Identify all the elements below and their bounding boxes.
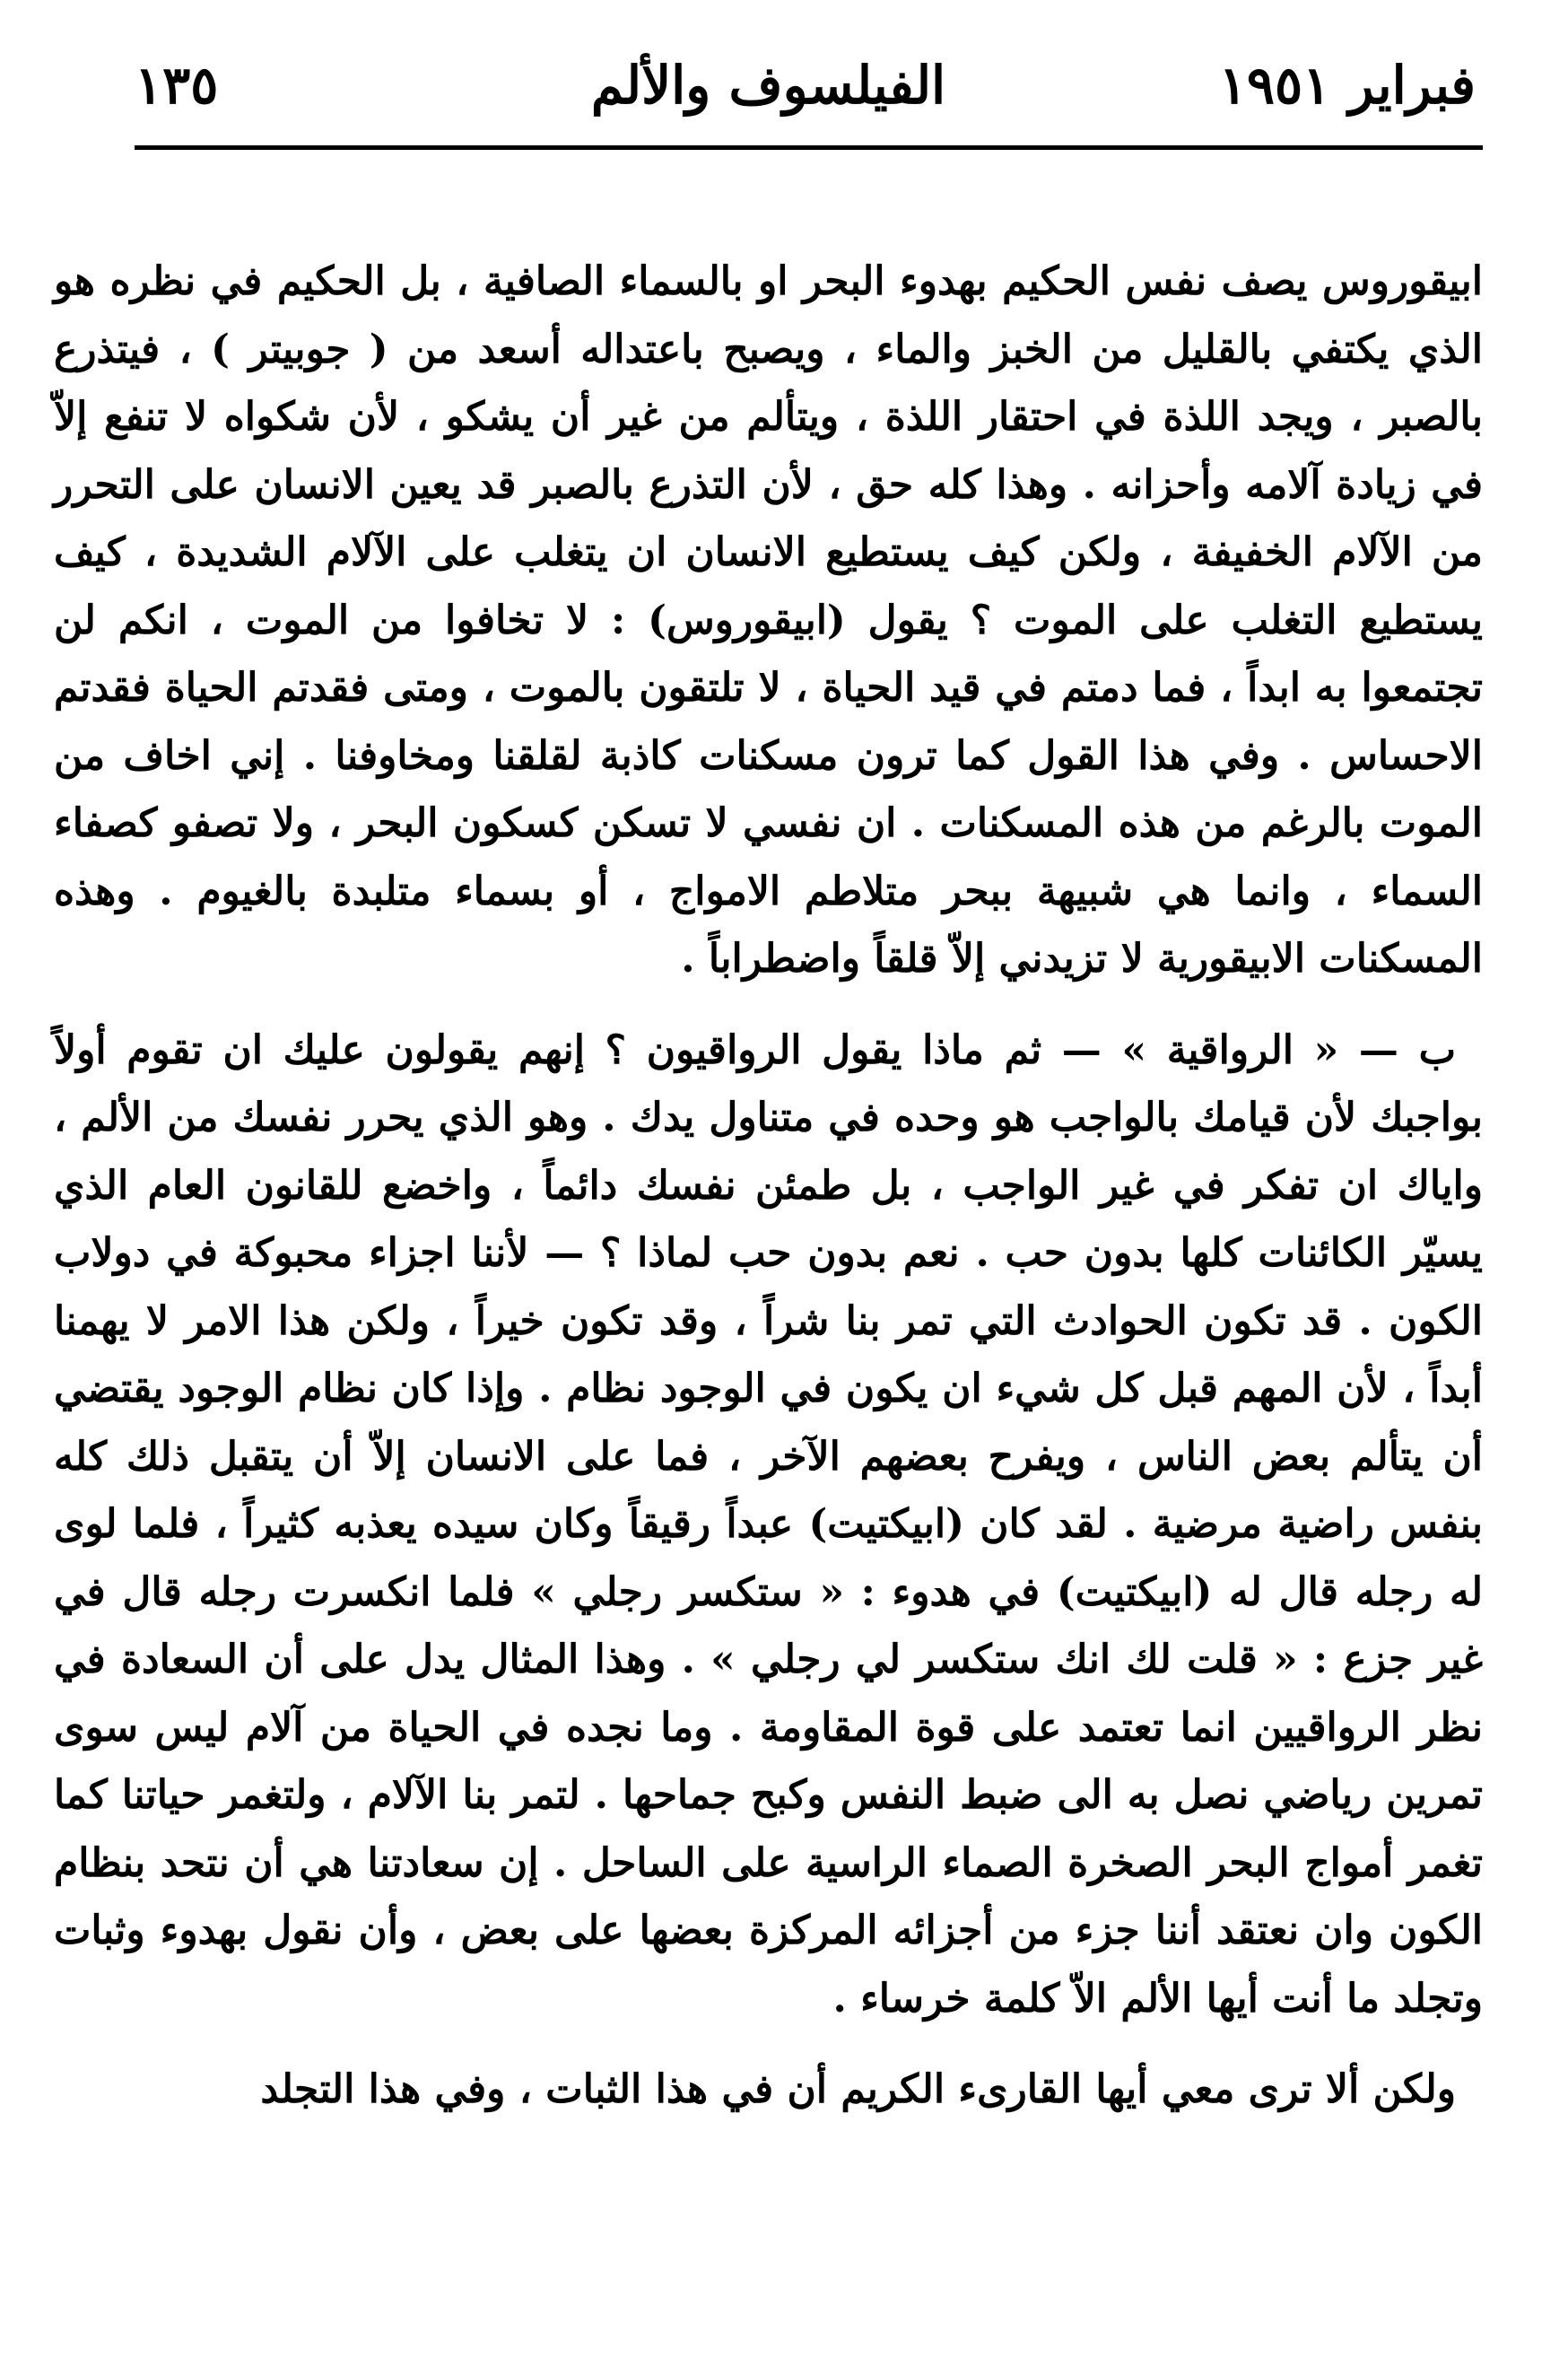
page-number: ١٣٥ xyxy=(135,55,219,116)
paragraph-continuation: ولكن ألا ترى معي أيها القارىء الكريم أن في هذا الثبات ، وفي هذا التجلد xyxy=(260,2066,1456,2112)
issue-date: فبراير ١٩٥١ xyxy=(1218,55,1476,116)
paragraph-epicurus: ابيقوروس يصف نفس الحكيم بهدوء البحر او بالسماء الصافية ، بل الحكيم في نظره هو الذي يكتفي بالقليل من الخبز والماء ، ويصبح باعتداله أسعد من ( جوبيتر ) ، فيتذرع بالصبر ، ويجد اللذة في احتقار اللذة ، ويتألم من غير أن يشكو ، لأن شكواه لا تنفع إلاّ في زيادة آلامه وأحزانه . وهذا كله حق ، لأن التذرع بالصبر قد يعين الانسان على التحرر من الآلام الخفيفة ، ولكن كيف يستطيع الانسان ان يتغلب على الآلام الشديدة ، كيف يستطيع التغلب على الموت ؟ يقول (ابيقوروس) : لا تخافوا من الموت ، انكم لن تجتمعوا به ابداً ، فما دمتم في قيد الحياة ، لا تلتقون بالموت ، ومتى فقدتم الحياة فقدتم الاحساس . وفي هذا القول كما ترون مسكنات كاذبة لقلقنا ومخاوفنا . إني اخاف من الموت بالرغم من هذه المسكنات . ان نفسي لا تسكن كسكون البحر ، ولا تصفو كصفاء السماء ، وانما هي شبيهة ببحر متلاطم الامواج ، أو بسماء متلبدة بالغيوم . وهذه المسكنات الابيقورية لا تزيدني إلاّ قلقاً واضطراباً . xyxy=(54,258,1483,982)
body-text xyxy=(54,248,1483,2124)
header-rule xyxy=(135,145,1483,150)
paragraph-stoicism: ب — « الرواقية » — ثم ماذا يقول الرواقيون ؟ إنهم يقولون عليك ان تقوم أولاً بواجبك لأن قيامك بالواجب هو وحده في متناول يدك . وهو الذي يحرر نفسك من الألم ، واياك ان تفكر في غير الواجب ، بل طمئن نفسك دائماً ، واخضع للقانون العام الذي يسيّر الكائنات كلها بدون حب . نعم بدون حب لماذا ؟ — لأننا اجزاء محبوكة في دولاب الكون . قد تكون الحوادث التي تمر بنا شراً ، وقد تكون خيراً ، ولكن هذا الامر لا يهمنا أبداً ، لأن المهم قبل كل شيء ان يكون في الوجود نظام . وإذا كان نظام الوجود يقتضي أن يتألم بعض الناس ، ويفرح بعضهم الآخر ، فما على الانسان إلاّ أن يتقبل ذلك كله بنفس راضية مرضية . لقد كان (ابيكتيت) عبداً رقيقاً وكان سيده يعذبه كثيراً ، فلما لوى له رجله قال له (ابيكتيت) في هدوء : « ستكسر رجلي » فلما انكسرت رجله قال في غير جزع : « قلت لك انك ستكسر لي رجلي » . وهذا المثال يدل على أن السعادة في نظر الرواقيين انما تعتمد على قوة المقاومة . وما نجده في الحياة من آلام ليس سوى تمرين رياضي نصل به الى ضبط النفس وكبح جماحها . لتمر بنا الآلام ، ولتغمر حياتنا كما تغمر أمواج البحر الصخرة الصماء الراسية على الساحل . إن سعادتنا هي أن نتحد بنظام الكون وان نعتقد أننا جزء من أجزائه المركزة بعضها على بعض ، وأن نقول بهدوء وثبات وتجلد ما أنت أيها الألم الاّ كلمة خرساء . xyxy=(54,1026,1484,2022)
running-header xyxy=(54,50,1483,158)
chapter-title: الفيلسوف والألم xyxy=(590,55,946,116)
